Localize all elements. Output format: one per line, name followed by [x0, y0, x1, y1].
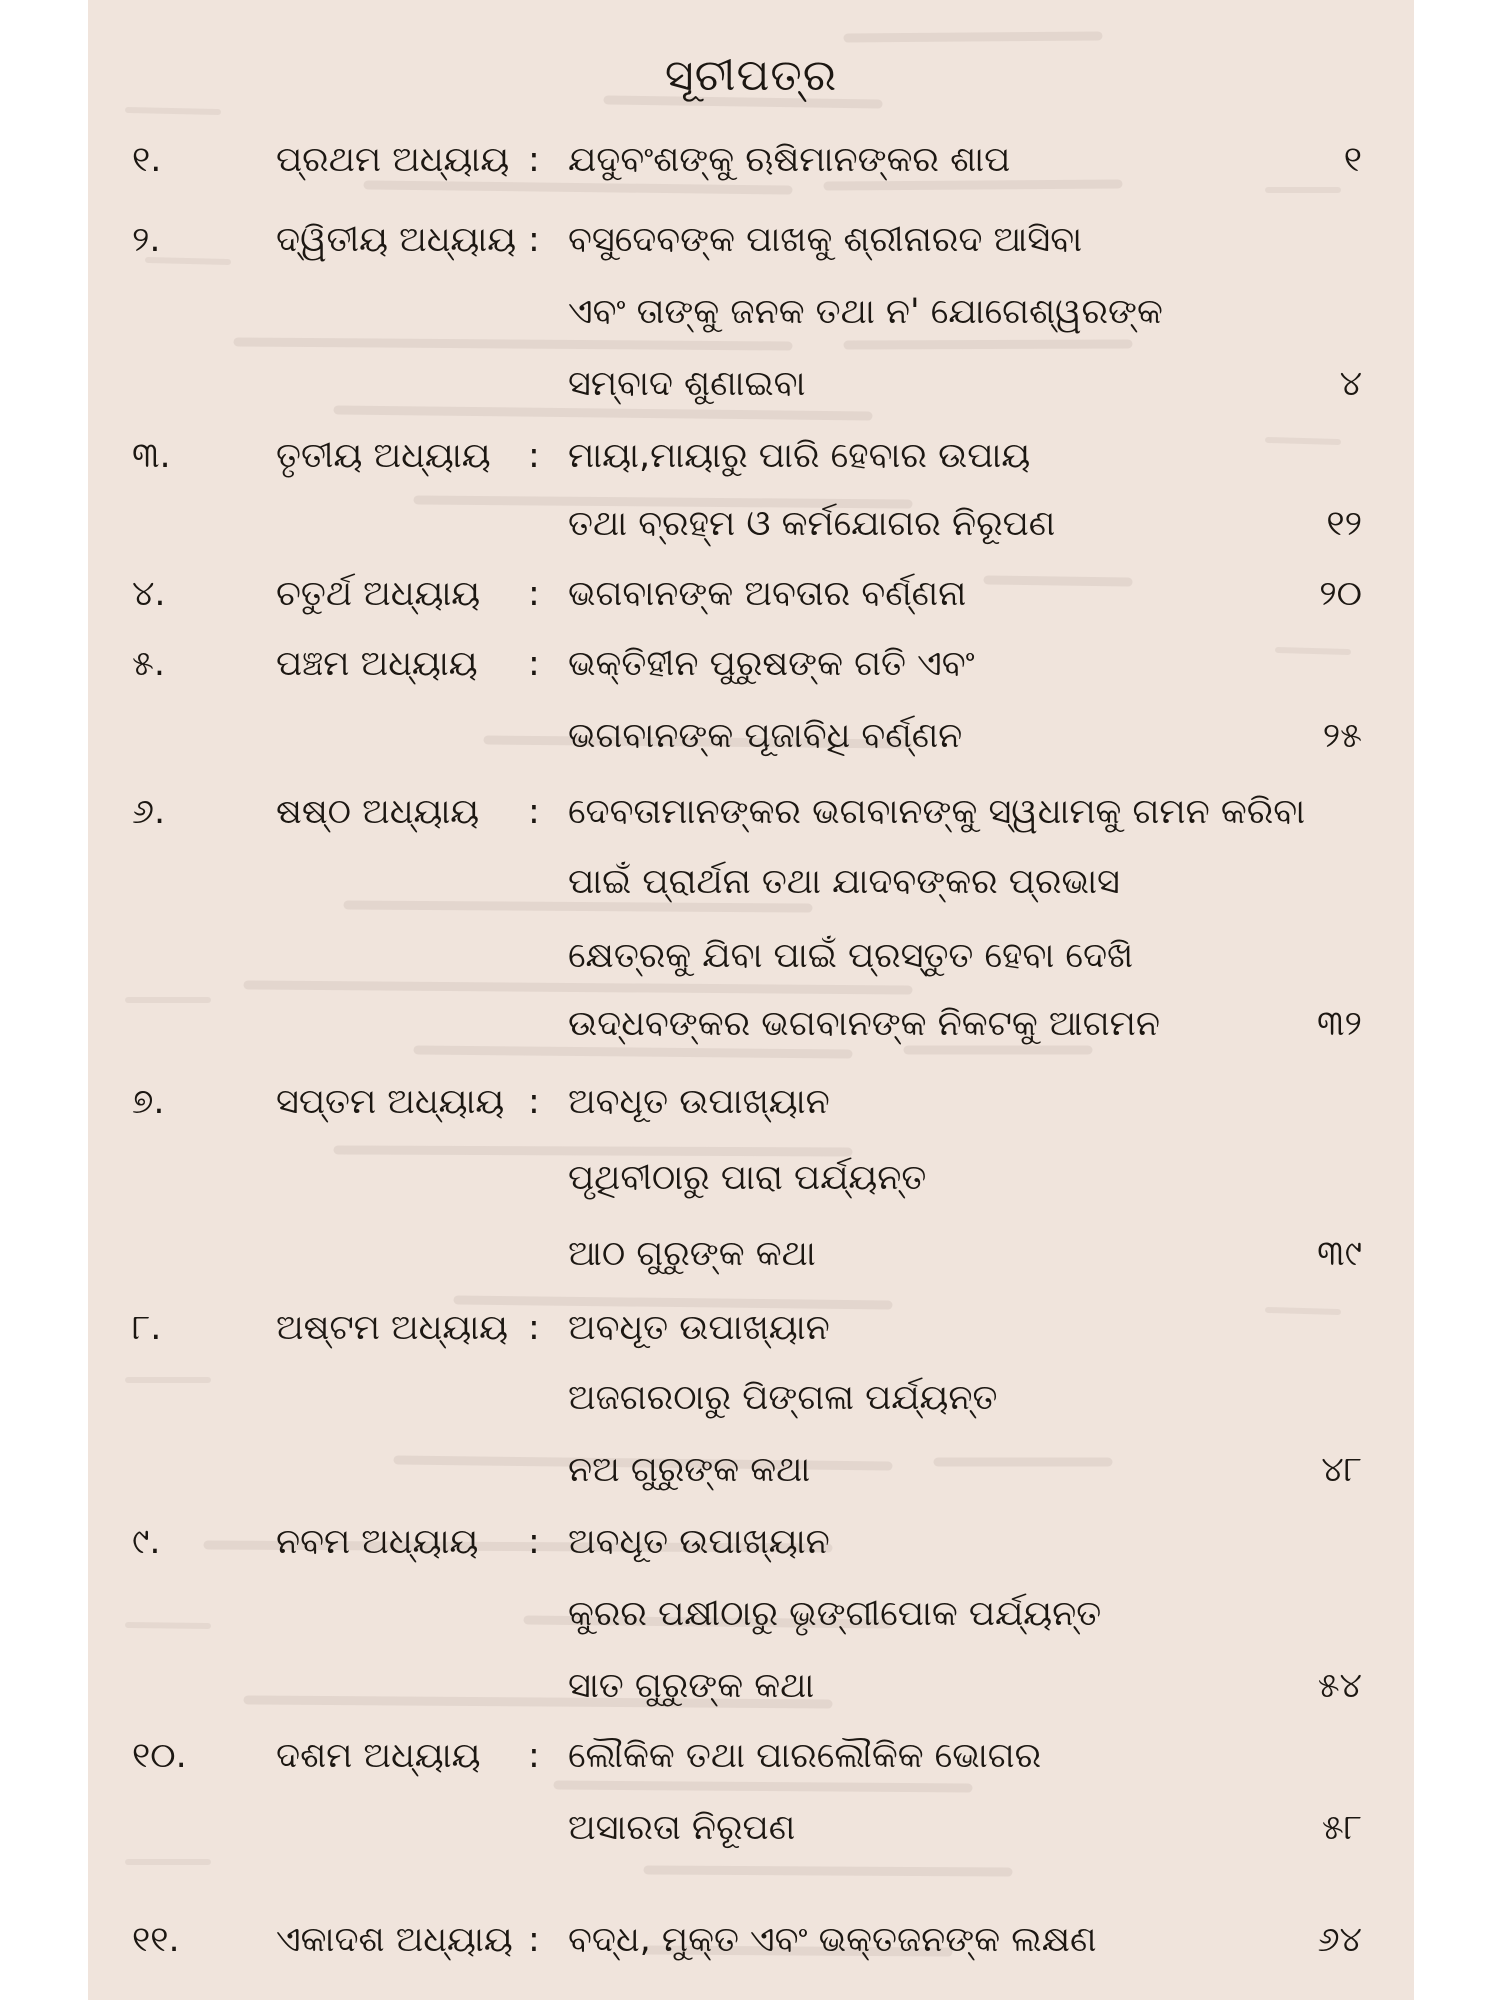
toc-entry-6-cont	[88, 862, 1414, 932]
toc-entry-6-cont	[88, 1004, 1414, 1074]
separator: :	[528, 220, 540, 260]
entry-number: ୯.	[132, 1522, 161, 1562]
page-number: ୧	[1343, 140, 1362, 180]
toc-entry-10	[88, 1736, 1414, 1806]
entry-number: ୩.	[132, 436, 171, 476]
entry-description: ପାଇଁ ପ୍ରାର୍ଥନା ତଥା ଯାଦବଙ୍କର ପ୍ରଭାସ	[568, 862, 1120, 902]
separator: :	[528, 1082, 540, 1122]
entry-description: ଅବଧୂତ ଉପାଖ୍ୟାନ	[568, 1082, 830, 1122]
page-number: ୫୪	[1317, 1666, 1362, 1706]
entry-description: ଲୌକିକ ତଥା ପାରଲୌକିକ ଭୋଗର	[568, 1736, 1042, 1776]
toc-entry-5-cont	[88, 716, 1414, 786]
toc-entry-6-cont	[88, 936, 1414, 1006]
toc-entry-9	[88, 1522, 1414, 1592]
separator: :	[528, 1920, 540, 1960]
page-number: ୬୪	[1317, 1920, 1362, 1960]
toc-entry-1	[88, 140, 1414, 210]
page-number: ୩୯	[1317, 1234, 1362, 1274]
entry-description: ଭଗବାନଙ୍କ ଅବତାର ବର୍ଣ୍ଣନା	[568, 574, 967, 614]
toc-entry-7-cont	[88, 1234, 1414, 1304]
entry-number: ୮.	[132, 1308, 162, 1348]
entry-number: ୨.	[132, 220, 161, 260]
entry-description: ପୃଥିବୀଠାରୁ ପାରା ପର୍ଯ୍ୟନ୍ତ	[568, 1158, 927, 1198]
entry-description: ଆଠ ଗୁରୁଙ୍କ କଥା	[568, 1234, 816, 1274]
entry-description: ଭଗବାନଙ୍କ ପୂଜାବିଧି ବର୍ଣ୍ଣନ	[568, 716, 963, 756]
entry-description: ଅବଧୂତ ଉପାଖ୍ୟାନ	[568, 1308, 830, 1348]
entry-number: ୧.	[132, 140, 162, 180]
separator: :	[528, 644, 540, 684]
toc-entry-7-cont	[88, 1158, 1414, 1228]
entry-description: ସମ୍ବାଦ ଶୁଣାଇବା	[568, 364, 806, 404]
entry-description: ନଅ ଗୁରୁଙ୍କ କଥା	[568, 1450, 811, 1490]
entry-number: ୧୦.	[132, 1736, 187, 1776]
chapter-name: ତୃତୀୟ ଅଧ୍ୟାୟ	[276, 436, 491, 476]
entry-description: ତଥା ବ୍ରହ୍ମ ଓ କର୍ମଯୋଗର ନିରୂପଣ	[568, 504, 1056, 544]
toc-entry-11	[88, 1920, 1414, 1990]
toc-entry-7	[88, 1082, 1414, 1152]
toc-entry-9-cont	[88, 1666, 1414, 1736]
page-number: ୪	[1339, 364, 1362, 404]
entry-description: ଅସାରତା ନିରୂପଣ	[568, 1808, 796, 1848]
chapter-name: ଅଷ୍ଟମ ଅଧ୍ୟାୟ	[276, 1308, 509, 1348]
chapter-name: ପଞ୍ଚମ ଅଧ୍ୟାୟ	[276, 644, 478, 684]
toc-entry-2-cont	[88, 364, 1414, 434]
chapter-name: ଦ୍ୱିତୀୟ ଅଧ୍ୟାୟ	[276, 220, 517, 260]
separator: :	[528, 792, 540, 832]
entry-description: ଅବଧୂତ ଉପାଖ୍ୟାନ	[568, 1522, 830, 1562]
entry-number: ୫.	[132, 644, 165, 684]
toc-entry-3	[88, 436, 1414, 506]
separator: :	[528, 574, 540, 614]
toc-entry-9-cont	[88, 1594, 1414, 1664]
toc-entry-6	[88, 792, 1414, 862]
entry-description: ଭକ୍ତିହୀନ ପୁରୁଷଙ୍କ ଗତି ଏବଂ	[568, 644, 975, 684]
chapter-name: ନବମ ଅଧ୍ୟାୟ	[276, 1522, 479, 1562]
separator: :	[528, 1308, 540, 1348]
entry-description: ଉଦ୍ଧବଙ୍କର ଭଗବାନଙ୍କ ନିକଟକୁ ଆଗମନ	[568, 1004, 1160, 1044]
page-number: ୨୫	[1322, 716, 1362, 756]
separator: :	[528, 436, 540, 476]
entry-description: କୁରର ପକ୍ଷୀଠାରୁ ଭୃଙ୍ଗୀପୋକ ପର୍ଯ୍ୟନ୍ତ	[568, 1594, 1102, 1634]
page-number: ୪୮	[1321, 1450, 1362, 1490]
entry-number: ୬.	[132, 792, 166, 832]
page-title: ସୂଚୀପତ୍ର	[664, 50, 838, 101]
entry-description: ଦେବତାମାନଙ୍କର ଭଗବାନଙ୍କୁ ସ୍ୱଧାମକୁ ଗମନ କରିବା	[568, 792, 1306, 832]
chapter-name: ଷଷ୍ଠ ଅଧ୍ୟାୟ	[276, 792, 480, 832]
toc-entry-10-cont	[88, 1808, 1414, 1878]
page-number: ୨୦	[1319, 574, 1362, 614]
toc-entry-4	[88, 574, 1414, 644]
toc-entry-2-cont	[88, 292, 1414, 362]
entry-description: କ୍ଷେତ୍ରକୁ ଯିବା ପାଇଁ ପ୍ରସ୍ତୁତ ହେବା ଦେଖି	[568, 936, 1134, 976]
toc-entry-8-cont	[88, 1450, 1414, 1520]
entry-description: ଏବଂ ତାଙ୍କୁ ଜନକ ତଥା ନ' ଯୋଗେଶ୍ୱରଙ୍କ	[568, 292, 1163, 332]
separator: :	[528, 1522, 540, 1562]
chapter-name: ସପ୍ତମ ଅଧ୍ୟାୟ	[276, 1082, 505, 1122]
toc-entry-8-cont	[88, 1378, 1414, 1448]
entry-number: ୧୧.	[132, 1920, 180, 1960]
separator: :	[528, 1736, 540, 1776]
entry-number: ୪.	[132, 574, 166, 614]
toc-entry-2	[88, 220, 1414, 290]
entry-description: ବସୁଦେବଙ୍କ ପାଖକୁ ଶ୍ରୀନାରଦ ଆସିବା	[568, 220, 1083, 260]
separator: :	[528, 140, 540, 180]
chapter-name: ଏକାଦଶ ଅଧ୍ୟାୟ	[276, 1920, 513, 1960]
entry-number: ୭.	[132, 1082, 165, 1122]
page-number: ୫୮	[1321, 1808, 1362, 1848]
entry-description: ଯଦୁବଂଶଙ୍କୁ ଋଷିମାନଙ୍କର ଶାପ	[568, 140, 1011, 180]
entry-description: ମାୟା,ମାୟାରୁ ପାରି ହେବାର ଉପାୟ	[568, 436, 1031, 476]
entry-description: ବଦ୍ଧ, ମୁକ୍ତ ଏବଂ ଭକ୍ତଜନଙ୍କ ଲକ୍ଷଣ	[568, 1920, 1097, 1960]
chapter-name: ଦଶମ ଅଧ୍ୟାୟ	[276, 1736, 481, 1776]
toc-entry-8	[88, 1308, 1414, 1378]
chapter-name: ପ୍ରଥମ ଅଧ୍ୟାୟ	[276, 140, 510, 180]
page-number: ୩୨	[1317, 1004, 1362, 1044]
document-page	[88, 0, 1414, 2000]
toc-entry-5	[88, 644, 1414, 714]
entry-description: ସାତ ଗୁରୁଙ୍କ କଥା	[568, 1666, 815, 1706]
chapter-name: ଚତୁର୍ଥ ଅଧ୍ୟାୟ	[276, 574, 481, 614]
toc-entry-3-cont	[88, 504, 1414, 574]
entry-description: ଅଜଗରଠାରୁ ପିଙ୍ଗଳା ପର୍ଯ୍ୟନ୍ତ	[568, 1378, 998, 1418]
page-number: ୧୨	[1326, 504, 1362, 544]
